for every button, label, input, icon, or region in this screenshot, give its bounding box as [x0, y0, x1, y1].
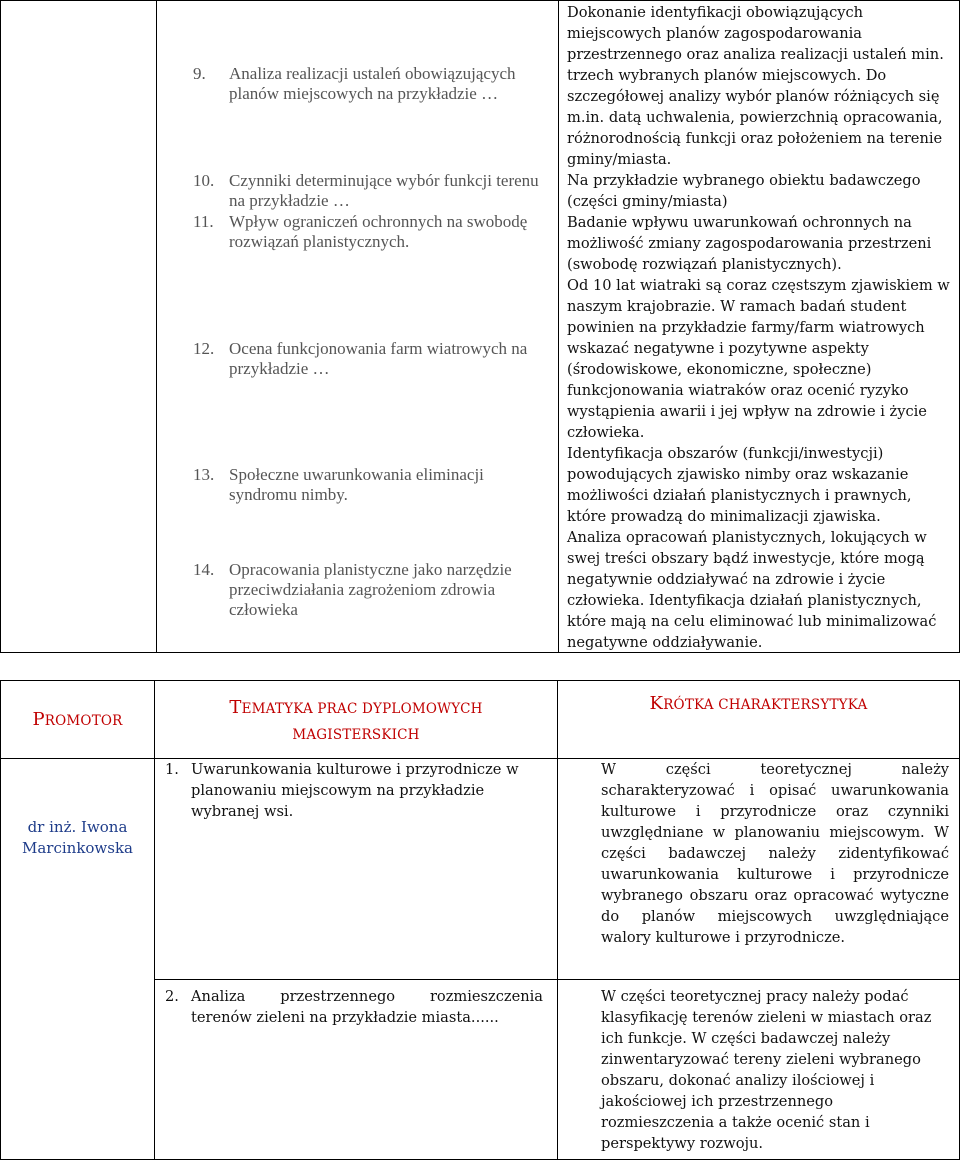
topics-table-lower — [0, 680, 960, 1160]
topic-number: 10. — [193, 171, 215, 190]
topic-description: Od 10 lat wiatraki są coraz częstszym zjawiskiem w naszym krajobrazie. W ramach badań student powinien na przykładzie farmy/farm wiatrowych wskazać negatywne i pozytywne aspekty (środowiskowe, ekonomiczne, społeczne) funkcjonowania wiatraków oraz ocenić ryzyko wystąpienia awarii i jej wpływ na zdrowie i życie człowieka. — [567, 277, 950, 441]
topic-title: Wpływ ograniczeń ochronnych na swobodę rozwiązań planistycznych. — [229, 212, 528, 251]
topic-description: Na przykładzie wybranego obiektu badawczego (części gminy/miasta) — [567, 172, 921, 210]
topic-number: 13. — [193, 465, 215, 484]
header-promotor: PROMOTOR — [1, 681, 155, 759]
topic-number: 11. — [193, 212, 214, 231]
topic-title: Opracowania planistyczne jako narzędzie przeciwdziałania zagrożeniom zdrowia człowieka — [229, 560, 512, 619]
topic-description: Analiza opracowań planistycznych, lokujących w swej treści obszary bądź inwestycje, które mogą negatywnie oddziaływać na zdrowie i życie człowieka. Identyfikacja działań planistycznych, które mają na celu eliminować lub minimalizować negatywne oddziaływanie. — [567, 529, 937, 651]
topic-title: Społeczne uwarunkowania eliminacji syndromu nimby. — [229, 465, 484, 504]
topic-number: 12. — [193, 339, 215, 358]
topic-title: Analiza przestrzennego rozmieszczenia terenów zieleni na przykładzie miasta...... — [191, 988, 543, 1026]
topic-description: Badanie wpływu uwarunkowań ochronnych na możliwość zmiany zagospodarowania przestrzeni (swobodę rozwiązań planistycznych). — [567, 214, 932, 273]
promoter-cell — [1, 759, 155, 1160]
topic-number: 14. — [193, 560, 215, 579]
topic-title: Analiza realizacji ustaleń obowiązujących planów miejscowych na przykładzie … — [229, 64, 516, 103]
topic-cell — [155, 980, 558, 1160]
topic-description: W części teoretycznej pracy należy podać klasyfikację terenów zieleni w miastach oraz ich funkcje. W części badawczej należy zinwentaryzować tereny zieleni wybranego obszaru, dokonać analizy ilościowej i jakościowej ich przestrzennego rozmieszczenia a także ocenić stan i perspektywy rozwoju. — [601, 988, 932, 1152]
topic-number: 1. — [165, 761, 179, 778]
topic-description: W części teoretycznej należy scharakteryzować i opisać uwarunkowania kulturowe i przyrodnicze oraz czynniki uwzględniane w planowaniu miejscowym. W części badawczej należy zidentyfikować uwarunkowania kulturowe i przyrodnicze wybranego obszaru oraz opracować wytyczne do planów miejscowych uwzględniające walory kulturowe i przyrodnicze. — [601, 761, 949, 946]
promoter-name: dr inż. Iwona Marcinkowska — [21, 818, 134, 857]
topic-item — [193, 64, 548, 104]
topic-item — [193, 560, 548, 620]
topic-number: 9. — [193, 64, 206, 83]
topic-number: 2. — [165, 988, 179, 1005]
topic-item — [193, 465, 548, 505]
topic-title: Ocena funkcjonowania farm wiatrowych na przykładzie … — [229, 339, 528, 378]
topic-cell — [155, 759, 558, 980]
topic-item — [193, 171, 548, 211]
topic-description: Identyfikacja obszarów (funkcji/inwestycji) powodujących zjawisko nimby oraz wskazanie możliwości działań planistycznych i prawnych, które prowadzą do minimalizacji zjawiska. — [567, 445, 912, 525]
topic-item — [193, 339, 548, 379]
topic-title: Czynniki determinujące wybór funkcji terenu na przykładzie … — [229, 171, 539, 210]
topic-title: Uwarunkowania kulturowe i przyrodnicze w planowaniu miejscowym na przykładzie wybranej wsi. — [191, 761, 519, 820]
topic-item — [193, 212, 548, 252]
header-topics: TEMATYKA PRAC DYPLOMOWYCH MAGISTERSKICH — [155, 681, 558, 759]
description-cell — [558, 759, 960, 980]
promoter-cell-empty — [1, 1, 157, 653]
description-cell — [558, 980, 960, 1160]
header-description: KRÓTKA CHARAKTERSYTYKA — [558, 681, 960, 759]
topic-description: Dokonanie identyfikacji obowiązujących miejscowych planów zagospodarowania przestrzennego oraz analiza realizacji ustaleń min. trzech wybranych planów miejscowych. Do szczegółowej analizy wybór planów różniących się m.in. datą uchwalenia, powierzchnią opracowania, różnorodnością funkcji oraz położeniem na terenie gminy/miasta. — [567, 4, 944, 168]
